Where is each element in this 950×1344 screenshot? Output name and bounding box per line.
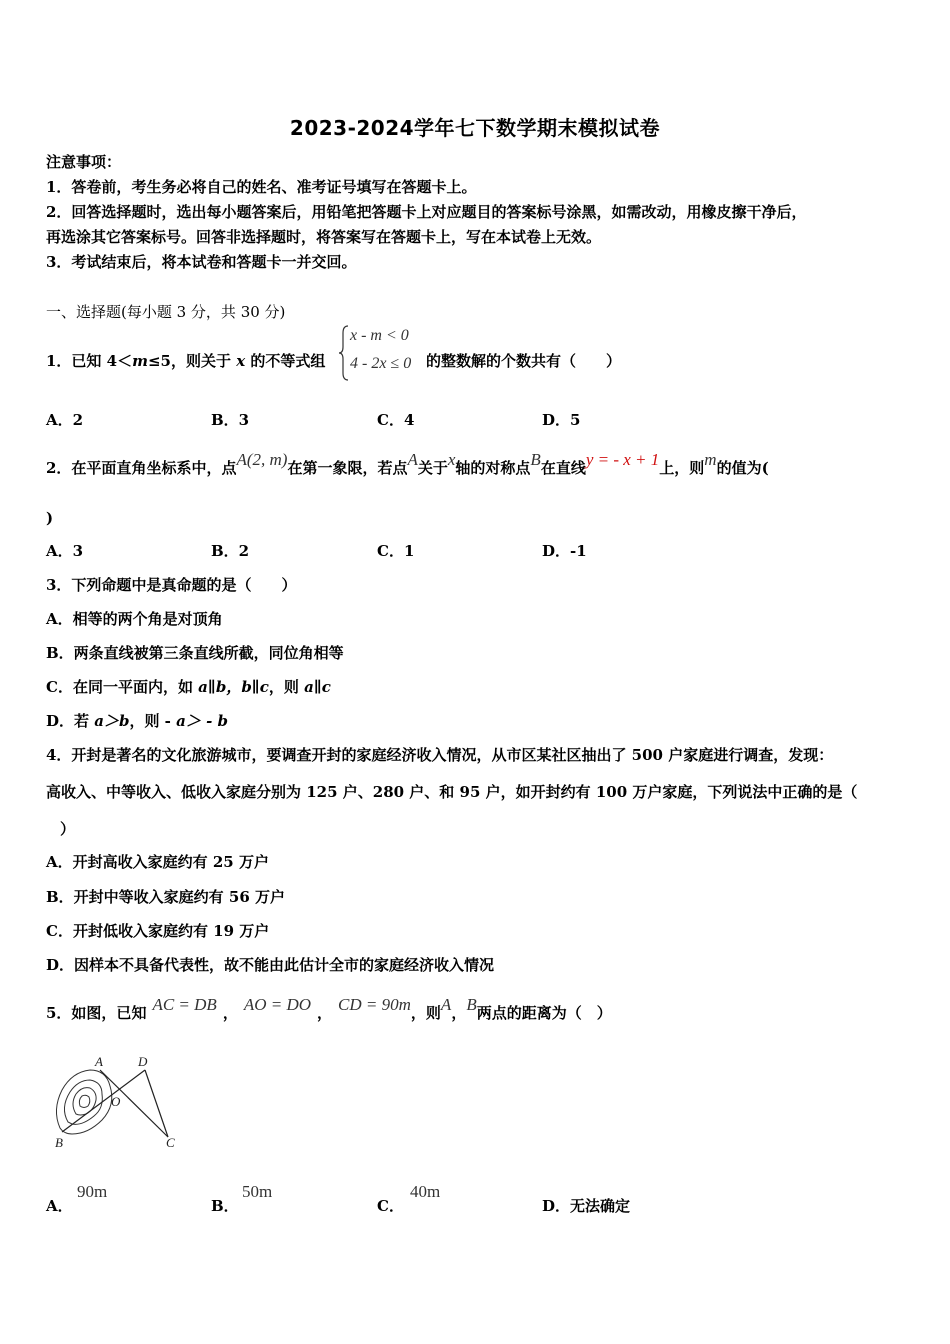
q2-text-6: 的值为( <box>716 459 769 477</box>
q3-d-mid: ，则 - <box>129 712 177 730</box>
pond-contour <box>56 1070 111 1134</box>
question-4-line-2: 高收入、中等收入、低收入家庭分别为 125 户、280 户、和 95 户，如开封约有 100 万户家庭，下列说法中正确的是（ <box>46 783 858 801</box>
q2-point-a: A(2, m) <box>236 450 288 469</box>
q5-option-b-value: 50m <box>242 1182 273 1201</box>
q2-var-a: A <box>407 450 418 469</box>
q2-text-5: 上，则 <box>659 459 705 477</box>
q2-text-2: 关于 <box>417 459 448 477</box>
figure-label-c: C <box>166 1135 175 1150</box>
q5-sep-3: ， <box>451 1004 467 1022</box>
q2-var-x: x <box>447 450 456 469</box>
q4-option-a[interactable]: A．开封高收入家庭约有 25 万户 <box>46 853 269 871</box>
q2-var-b: B <box>530 450 541 469</box>
section-heading: 一、选择题(每小题 3 分，共 30 分) <box>46 303 286 321</box>
q3-d-prefix: D．若 <box>46 712 95 730</box>
notice-item-2-cont: 再选涂其它答案标号。回答非选择题时，将答案写在答题卡上，写在本试卷上无效。 <box>46 228 602 246</box>
q2-prefix: 2．在平面直角坐标系中，点 <box>46 459 237 477</box>
q1-mid2: 的不等式组 <box>245 352 326 370</box>
geometry-figure <box>50 1050 185 1152</box>
q5-sep-2: ， <box>317 1004 333 1022</box>
q3-c-prefix: C．在同一平面内，如 <box>46 678 199 696</box>
q2-var-m: m <box>704 450 717 469</box>
q2-close-paren: ) <box>46 509 54 527</box>
q5-option-c-value: 40m <box>410 1182 441 1201</box>
question-2-stem <box>46 450 769 478</box>
q5-option-a-value: 90m <box>77 1182 108 1201</box>
q2-text-3: 轴的对称点 <box>455 459 531 477</box>
q3-option-d[interactable] <box>46 711 228 731</box>
q1-var-x: x <box>236 352 246 370</box>
q1-var-m: m <box>132 352 148 370</box>
question-4-line-1: 4．开封是著名的文化旅游城市，要调查开封的家庭经济收入情况，从市区某社区抽出了 500 户家庭进行调查，发现： <box>46 746 834 764</box>
q1-mid: ≤5，则关于 <box>147 352 237 370</box>
q5-text-1: ，则 <box>410 1004 441 1022</box>
question-3-stem: 3．下列命题中是真命题的是（ ） <box>46 576 297 594</box>
q1-option-b[interactable]: B．3 <box>211 411 250 429</box>
notice-item-1: 1．答卷前，考生务必将自己的姓名、准考证号填写在答题卡上。 <box>46 178 477 196</box>
notice-item-3: 3．考试结束后，将本试卷和答题卡一并交回。 <box>46 253 357 271</box>
q5-sep-1: ， <box>222 1004 238 1022</box>
q5-eq-cd: CD = 90m <box>338 995 411 1014</box>
q4-option-c[interactable]: C．开封低收入家庭约有 19 万户 <box>46 922 270 940</box>
question-4-line-3: ） <box>60 820 76 838</box>
q1-option-d[interactable]: D．5 <box>542 411 581 429</box>
q3-d-math-1: a＞b <box>94 712 130 730</box>
q5-prefix: 5．如图，已知 <box>46 1004 147 1022</box>
q3-c-result: a∥c <box>304 678 331 696</box>
q2-text-1: 在第一象限，若点 <box>287 459 408 477</box>
q5-var-a: A <box>440 995 452 1014</box>
q3-c-mid: ，则 <box>268 678 305 696</box>
q5-var-b: B <box>466 995 477 1014</box>
q3-c-math: a∥b，b∥c <box>198 678 269 696</box>
q5-option-a[interactable]: A． <box>46 1197 73 1215</box>
q1-option-a[interactable]: A．2 <box>46 411 84 429</box>
figure-label-a: A <box>95 1054 103 1069</box>
q5-option-b[interactable]: B． <box>211 1197 239 1215</box>
q5-eq-ac-db: AC = DB <box>152 995 217 1014</box>
q5-eq-ao-do: AO = DO <box>243 995 312 1014</box>
q3-option-c[interactable] <box>46 677 331 697</box>
q4-option-d[interactable]: D．因样本不具备代表性，故不能由此估计全市的家庭经济收入情况 <box>46 956 495 974</box>
inequality-brace <box>339 325 349 381</box>
q2-option-c[interactable]: C．1 <box>377 542 415 560</box>
q1-option-c[interactable]: C．4 <box>377 411 415 429</box>
q3-d-math-2: a＞ - b <box>176 712 229 730</box>
figure-label-o: O <box>111 1094 121 1109</box>
q3-option-a[interactable]: A．相等的两个角是对顶角 <box>46 610 223 628</box>
q1-prefix: 1．已知 4＜ <box>46 352 133 370</box>
figure-label-b: B <box>55 1135 63 1150</box>
q2-option-a[interactable]: A．3 <box>46 542 84 560</box>
notice-item-2: 2．回答选择题时，选出每小题答案后，用铅笔把答题卡上对应题目的答案标号涂黑，如需改动，用橡皮擦干净后， <box>46 203 807 221</box>
q2-line-equation: y = - x + 1 <box>585 450 660 469</box>
inequality-line-1: x - m < 0 <box>350 327 409 344</box>
q2-option-d[interactable]: D．-1 <box>542 542 587 560</box>
question-5-stem <box>46 995 612 1023</box>
q2-text-4: 在直线 <box>540 459 586 477</box>
page-title: 2023-2024学年七下数学期末模拟试卷 <box>289 116 661 140</box>
q4-option-b[interactable]: B．开封中等收入家庭约有 56 万户 <box>46 888 285 906</box>
inequality-line-2: 4 - 2x ≤ 0 <box>350 355 412 372</box>
question-1-stem <box>46 351 325 371</box>
q5-text-2: 两点的距离为（ ） <box>476 1004 612 1022</box>
q3-option-b[interactable]: B．两条直线被第三条直线所截，同位角相等 <box>46 644 344 662</box>
figure-label-d: D <box>138 1054 148 1069</box>
q1-suffix: 的整数解的个数共有（ ） <box>426 352 622 370</box>
q5-option-d[interactable]: D．无法确定 <box>542 1197 631 1215</box>
q5-option-c[interactable]: C． <box>377 1197 404 1215</box>
notice-heading: 注意事项： <box>46 153 122 171</box>
q2-option-b[interactable]: B．2 <box>211 542 250 560</box>
